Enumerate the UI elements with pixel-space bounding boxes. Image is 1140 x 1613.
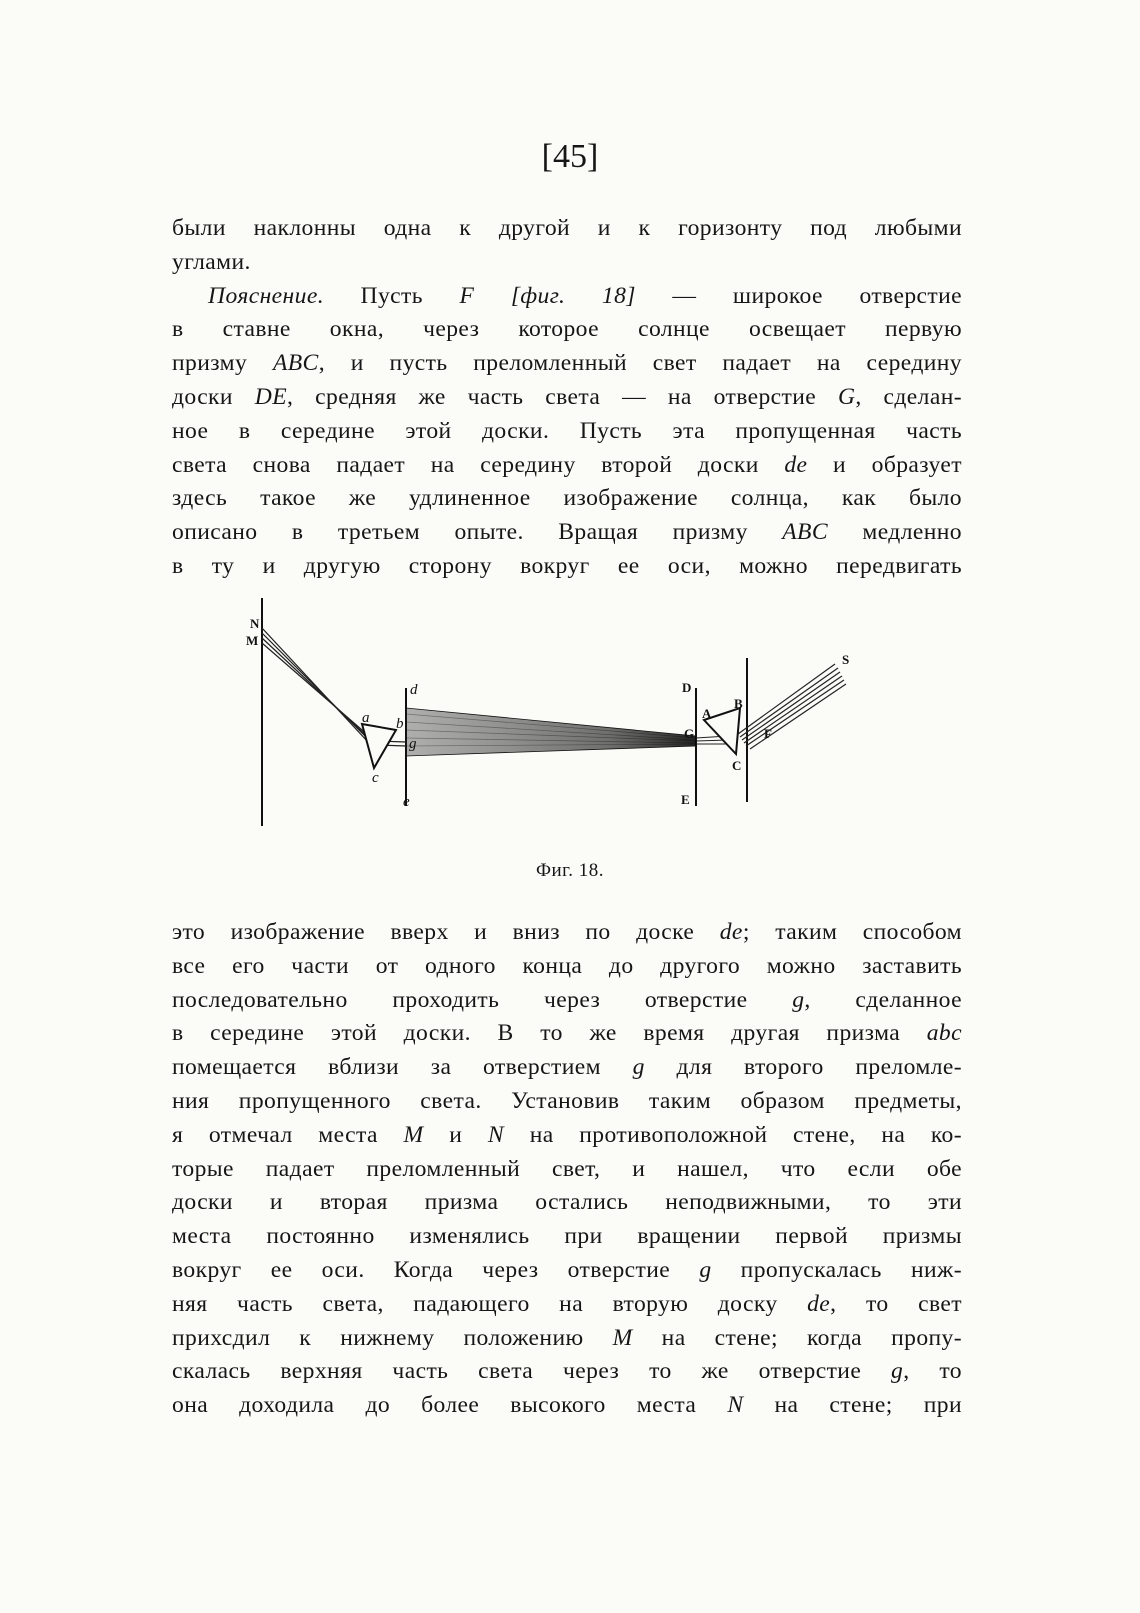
text-fragment: , и пусть преломленный свет падает на середину xyxy=(318,350,963,377)
text-line xyxy=(172,1051,962,1085)
text-fragment: медленно xyxy=(827,519,962,546)
italic-term: M xyxy=(612,1324,633,1351)
text-fragment: скалась верхняя часть света через то же отверстие xyxy=(172,1358,892,1385)
italic-term: g xyxy=(891,1358,904,1385)
text-fragment: и образует xyxy=(807,451,962,478)
label-b: b xyxy=(396,716,404,732)
text-fragment: доски xyxy=(172,383,255,410)
italic-term: ABC xyxy=(272,350,319,377)
text-fragment: на стене; при xyxy=(743,1392,962,1419)
text-fragment: это изображение вверх и вниз по доске xyxy=(172,919,720,945)
italic-term: g xyxy=(699,1256,712,1283)
text-fragment: на противоположной стене, на ко- xyxy=(504,1121,962,1148)
text-line: доски и вторая призма остались неподвижными, то эти xyxy=(172,1189,962,1216)
text-line xyxy=(172,984,962,1018)
label-d: d xyxy=(410,682,418,698)
italic-term: de xyxy=(784,451,808,478)
text-fragment: пропускалась ниж- xyxy=(711,1256,962,1283)
text-line xyxy=(172,1288,962,1322)
text-line xyxy=(172,1355,962,1389)
text-fragment: на стене; когда пропу- xyxy=(632,1324,963,1351)
label-F: F xyxy=(764,726,772,741)
page-number-close-bracket: ] xyxy=(587,138,599,175)
italic-term: g xyxy=(632,1054,645,1081)
label-S: S xyxy=(842,652,850,667)
text-fragment: , средняя же часть света — на отверстие xyxy=(287,383,838,410)
label-e: e xyxy=(403,794,410,810)
italic-term: M xyxy=(403,1121,424,1148)
text-line: все его части от одного конца до другого можно заставить xyxy=(172,952,962,979)
text-line: здесь такое же удлиненное изображение солнца, как было xyxy=(172,485,962,512)
text-line: в ту и другую сторону вокруг ее оси, можно передвигать xyxy=(172,552,962,579)
text-fragment: описано в третьем опыте. Вращая призму xyxy=(172,519,783,546)
text-fragment: прихсдил к нижнему положению xyxy=(172,1324,613,1351)
text-fragment: и xyxy=(423,1121,488,1148)
label-a: a xyxy=(362,710,370,726)
text-fragment: она доходила до более высокого места xyxy=(172,1392,728,1419)
incoming-sun-rays xyxy=(738,664,846,749)
italic-term: de xyxy=(719,919,743,945)
text-fragment: няя часть света, падающего на вторую доску xyxy=(172,1290,808,1317)
text-fragment: — широкое отверстие xyxy=(635,282,962,309)
text-line xyxy=(172,1119,962,1153)
text-line xyxy=(172,1017,962,1051)
label-M: M xyxy=(246,633,259,648)
text-fragment: Пусть xyxy=(324,282,460,309)
text-fragment: я отмечал места xyxy=(172,1121,404,1148)
text-line xyxy=(172,1254,962,1288)
text-fragment: вокруг ее оси. Когда через отверстие xyxy=(172,1256,700,1283)
text-fragment: , сделанное xyxy=(804,986,962,1013)
text-line xyxy=(172,347,962,381)
text-line: были наклонны одна к другой и к горизонту под любыми xyxy=(172,215,962,241)
italic-term: N xyxy=(487,1121,505,1148)
text-fragment: последовательно проходить через отверстие xyxy=(172,986,793,1013)
italic-term: Пояснение. xyxy=(208,282,325,309)
text-line xyxy=(172,280,962,314)
label-N: N xyxy=(250,616,260,631)
text-fragment: , сделан- xyxy=(855,383,963,410)
label-C: C xyxy=(732,758,742,773)
text-fragment: помещается вблизи за отверстием xyxy=(172,1054,633,1081)
label-G: G xyxy=(684,726,695,741)
text-line xyxy=(172,916,962,950)
italic-term: abc xyxy=(926,1020,962,1047)
text-fragment: призму xyxy=(172,350,273,377)
figure-18-diagram xyxy=(246,596,870,846)
italic-term: ABC xyxy=(782,519,828,546)
label-B: B xyxy=(734,696,743,711)
figure-reference: [фиг. 18] xyxy=(474,282,636,309)
label-E: E xyxy=(681,792,690,807)
page-number-value: 45 xyxy=(553,138,587,175)
label-g: g xyxy=(409,736,417,752)
text-fragment: для второго преломле- xyxy=(644,1054,962,1081)
text-line: углами. xyxy=(172,248,251,275)
prism-experiment-svg xyxy=(246,596,870,846)
label-A: A xyxy=(702,706,712,721)
text-fragment: , то xyxy=(903,1358,962,1385)
figure-caption: Фиг. 18. xyxy=(535,860,605,881)
text-line: в ставне окна, через которое солнце освещает первую xyxy=(172,316,962,343)
italic-term: G xyxy=(837,383,856,410)
italic-term: F xyxy=(459,282,475,309)
text-block-bottom xyxy=(172,916,962,1423)
label-c: c xyxy=(372,770,379,786)
text-line xyxy=(172,1322,962,1356)
italic-term: N xyxy=(727,1392,744,1419)
text-fragment: ; таким способом xyxy=(742,919,962,945)
italic-term: de xyxy=(807,1290,831,1317)
text-fragment: , то свет xyxy=(830,1290,962,1317)
text-line xyxy=(172,1389,962,1423)
text-line xyxy=(172,516,962,550)
text-line: места постоянно изменялись при вращении первой призмы xyxy=(172,1223,962,1250)
text-line: ния пропущенного света. Установив таким образом предметы, xyxy=(172,1087,962,1114)
label-D: D xyxy=(682,680,692,695)
text-line: торые падает преломленный свет, и нашел, что если обе xyxy=(172,1155,962,1182)
page-number-open-bracket: [ xyxy=(541,138,553,175)
text-block-top xyxy=(172,212,962,584)
text-fragment: света снова падает на середину второй доски xyxy=(172,451,785,478)
text-fragment: в середине этой доски. В то же время другая призма xyxy=(172,1020,927,1047)
text-line xyxy=(172,449,962,483)
italic-term: g xyxy=(792,986,805,1013)
text-line xyxy=(172,381,962,415)
page-number xyxy=(0,138,1140,176)
italic-term: DE xyxy=(254,383,288,410)
text-line: ное в середине этой доски. Пусть эта пропущенная часть xyxy=(172,417,962,444)
